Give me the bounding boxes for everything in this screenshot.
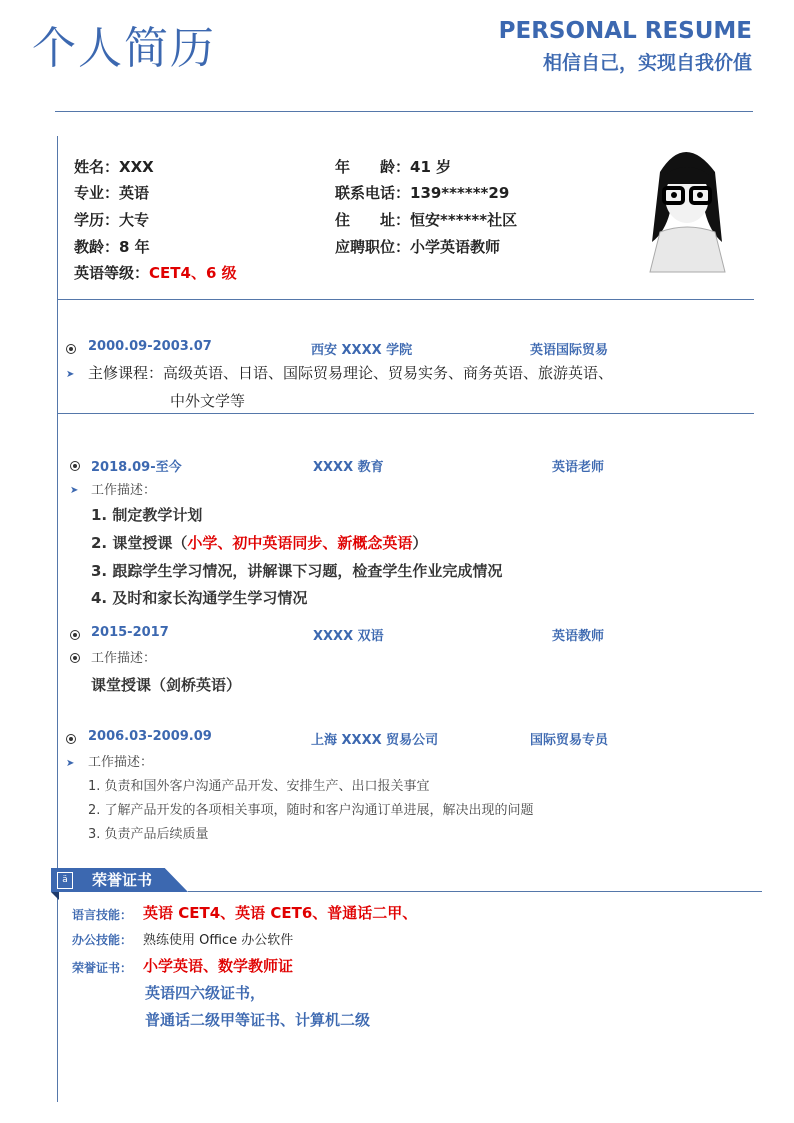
lang-skill-label: 语言技能： [72, 908, 133, 922]
work-desc-label: 工作描述： [91, 483, 157, 498]
left-border [57, 136, 58, 1102]
duty: 1. 负责和国外客户沟通产品开发、安排生产、出口报关事宜 [88, 779, 430, 794]
page-title: 个人简历 [32, 23, 216, 74]
cert-line: 普通话二级甲等证书、计算机二级 [145, 1011, 371, 1029]
bullet-circle-icon [66, 344, 76, 354]
bullet-circle-icon [70, 630, 80, 640]
education-period: 2000.09-2003.07 [88, 339, 212, 354]
office-skill-value: 熟练使用 Office 办公软件 [143, 933, 294, 948]
education-major: 英语国际贸易 [530, 343, 609, 358]
work-role: 英语教师 [552, 629, 605, 644]
duty: 3. 负责产品后续质量 [88, 827, 209, 842]
duty: 1. 制定教学计划 [91, 506, 203, 524]
bullet-circle-icon [70, 461, 80, 471]
duty: 4. 及时和家长沟通学生学习情况 [91, 589, 308, 607]
honors-header-fold [51, 892, 59, 900]
duty: 课堂授课（剑桥英语） [91, 676, 242, 694]
certificate-icon: ä [57, 872, 73, 889]
age: 年 龄：41 岁 [335, 158, 452, 176]
english-level-label: 英语等级： [74, 264, 150, 282]
lang-skill-value: 英语 CET4、英语 CET6、普通话二甲、 [143, 904, 418, 922]
basic-divider [57, 299, 754, 300]
work-role: 英语老师 [552, 460, 605, 475]
english-level [74, 262, 237, 283]
phone: 联系电话：139******29 [335, 184, 510, 202]
work-role: 国际贸易专员 [530, 733, 609, 748]
duty: 2. 了解产品开发的各项相关事项，随时和客户沟通订单进展，解决出现的问题 [88, 803, 534, 818]
duty: 2. 课堂授课（小学、初中英语同步、新概念英语） [91, 534, 428, 552]
duty: 3. 跟踪学生学习情况，讲解课下习题，检查学生作业完成情况 [91, 562, 503, 580]
cert-label: 荣誉证书： [72, 961, 133, 975]
education-level: 学历：大专 [74, 211, 150, 229]
bullet-circle-icon [66, 734, 76, 744]
courses-line1: 主修课程：高级英语、日语、国际贸易理论、贸易实务、商务英语、旅游英语、 [88, 364, 614, 382]
work-period: 2015-2017 [91, 625, 169, 640]
education-school: 西安 XXXX 学院 [311, 343, 413, 358]
work-company: XXXX 教育 [313, 460, 384, 475]
english-level-value: CET4、6 级 [149, 264, 237, 282]
honors-title: 荣誉证书 [92, 871, 153, 889]
major: 专业：英语 [74, 184, 150, 202]
avatar [630, 132, 745, 277]
work-company: 上海 XXXX 贸易公司 [311, 733, 439, 748]
work-period: 2018.09-至今 [91, 460, 182, 475]
arrow-icon: ➤ [66, 369, 75, 380]
address: 住 址：恒安******社区 [335, 211, 518, 229]
english-title: PERSONAL RESUME [498, 18, 752, 44]
arrow-icon: ➤ [70, 485, 79, 496]
work-desc-label: 工作描述： [88, 755, 154, 770]
bullet-circle-icon [70, 653, 80, 663]
education-divider [57, 413, 754, 414]
work-company: XXXX 双语 [313, 629, 384, 644]
work-period: 2006.03-2009.09 [88, 729, 212, 744]
office-skill-label: 办公技能： [72, 933, 133, 947]
position: 应聘职位：小学英语教师 [335, 238, 501, 256]
honors-divider [188, 891, 762, 892]
courses-line2: 中外文学等 [170, 392, 246, 410]
slogan: 相信自己，实现自我价值 [542, 52, 752, 74]
cert-line: 小学英语、数学教师证 [143, 957, 294, 975]
name: 姓名：XXX [74, 158, 154, 176]
work-desc-label: 工作描述： [91, 651, 157, 666]
teaching-years: 教龄：8 年 [74, 238, 150, 256]
header-divider [55, 111, 753, 112]
cert-line: 英语四六级证书， [145, 984, 266, 1002]
arrow-icon: ➤ [66, 758, 75, 769]
